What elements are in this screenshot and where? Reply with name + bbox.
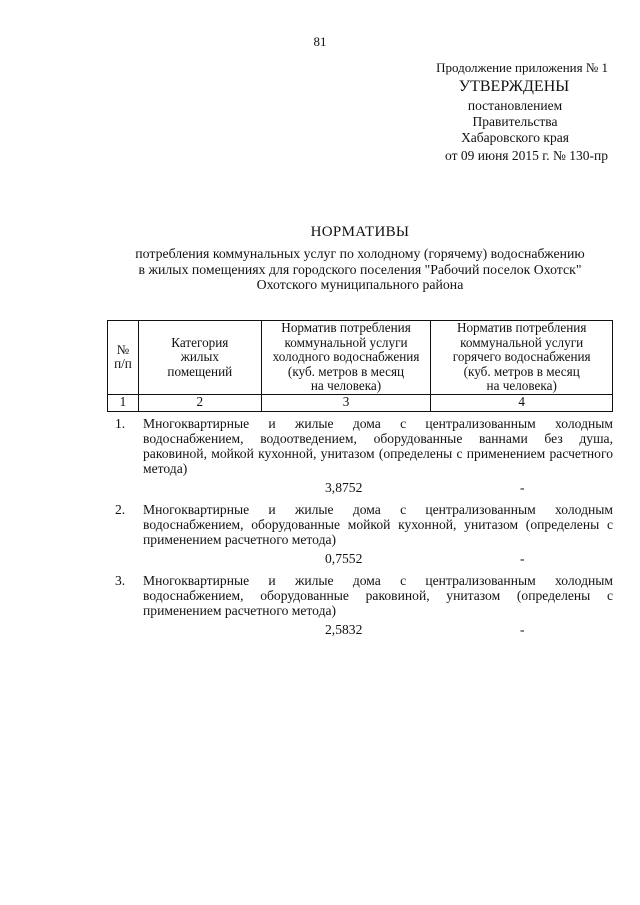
subtitle-line: в жилых помещениях для городского поселения "Рабочий поселок Охотск" xyxy=(138,261,582,277)
page-number: 81 xyxy=(313,34,327,49)
item-description: Многоквартирные и жилые дома с централизованным холодным водоснабжением, оборудованные раковиной, унитазом (определены с применением расчетного метода) xyxy=(143,573,613,618)
approval-line: Правительства xyxy=(472,114,558,129)
column-number: 2 xyxy=(138,394,261,411)
cold-water-value: 0,7552 xyxy=(325,551,363,566)
cold-water-value: 2,5832 xyxy=(325,622,363,637)
approval-line: постановлением xyxy=(467,98,563,113)
column-number: 4 xyxy=(431,394,613,411)
hot-water-value: - xyxy=(520,480,525,495)
subtitle-line: Охотского муниципального района xyxy=(256,277,464,292)
column-header-hot-water: Норматив потребления коммунальной услуги горячего водоснабжения (куб. метров в месяц на человека) xyxy=(431,321,613,395)
list-item xyxy=(107,573,613,638)
column-numbers-row xyxy=(108,394,613,411)
approved-heading: УТВЕРЖДЕНЫ xyxy=(458,78,570,95)
column-header-cold-water: Норматив потребления коммунальной услуги холодного водоснабжения (куб. метров в месяц на человека) xyxy=(261,321,431,395)
column-number: 3 xyxy=(261,394,431,411)
decree-date-number: от 09 июня 2015 г. № 130-пр xyxy=(445,148,608,163)
appendix-continuation: Продолжение приложения № 1 xyxy=(436,60,608,75)
hot-water-value: - xyxy=(520,551,525,566)
list-item xyxy=(107,502,613,567)
document-subtitle xyxy=(90,246,630,293)
item-description: Многоквартирные и жилые дома с централизованным холодным водоснабжением, оборудованные мойкой кухонной, унитазом (определены с применением расчетного метода) xyxy=(143,502,613,547)
document-title: НОРМАТИВЫ xyxy=(310,224,410,240)
column-number: 1 xyxy=(108,394,139,411)
column-header-category: Категория жилых помещений xyxy=(138,321,261,395)
approval-block xyxy=(388,60,608,164)
column-header-number: № п/п xyxy=(108,321,139,395)
item-number: 3. xyxy=(115,573,126,588)
item-number: 2. xyxy=(115,502,126,517)
item-description: Многоквартирные и жилые дома с централизованным холодным водоснабжением, водоотведением, оборудованные ваннами без душа, раковиной, мойкой кухонной, унитазом (определены с применением расчетного метода) xyxy=(143,416,613,476)
subtitle-line: потребления коммунальных услуг по холодному (горячему) водоснабжению xyxy=(135,246,585,261)
cold-water-value: 3,8752 xyxy=(325,480,363,495)
table-header-row xyxy=(108,321,613,395)
norm-items xyxy=(107,416,613,644)
hot-water-value: - xyxy=(520,622,525,637)
list-item xyxy=(107,416,613,496)
approval-line: Хабаровского края xyxy=(461,130,569,145)
norms-table xyxy=(107,320,613,412)
item-number: 1. xyxy=(115,416,126,431)
